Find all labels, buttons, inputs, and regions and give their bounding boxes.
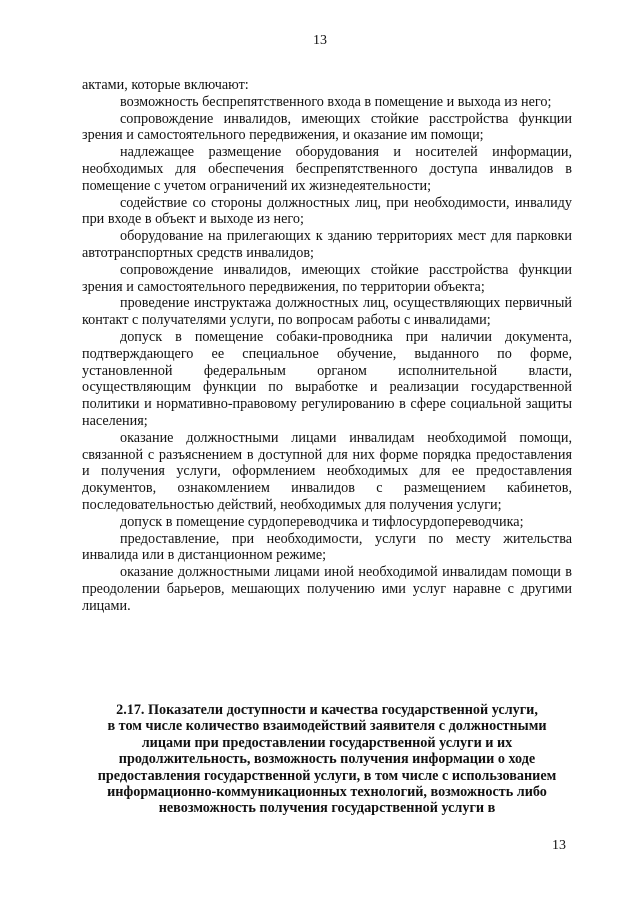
- heading-line: лицами при предоставлении государственной услуги и их: [141, 734, 513, 751]
- list-item-interpreter: допуск в помещение сурдопереводчика и тифлосурдопереводчика;: [120, 513, 524, 530]
- list-item-parking: оборудование на прилегающих к зданию территориях мест для парковки автотранспортных средств инвалидов;: [82, 228, 572, 261]
- list-item-remote-service: предоставление, при необходимости, услуги по месту жительства инвалида или в дистанционном режиме;: [82, 530, 572, 564]
- heading-line: предоставления государственной услуги, в том числе с использованием: [97, 767, 557, 784]
- list-item-equipment-placement: надлежащее размещение оборудования и носителей информации, необходимых для обеспечения беспрепятственного доступа инвалидов в помещение с учетом ограничений их жизнедеятельности;: [82, 144, 572, 194]
- heading-line: продолжительность, возможность получения информации о ходе: [118, 751, 536, 768]
- list-item-entry-access: возможность беспрепятственного входа в помещение и выхода из него;: [120, 93, 552, 110]
- document-body: [82, 77, 572, 615]
- list-item-staff-assistance: содействие со стороны должностных лиц, при необходимости, инвалиду при входе в объект и выходе из него;: [82, 194, 572, 228]
- list-item-escort-assistance: сопровождение инвалидов, имеющих стойкие расстройства функции зрения и самостоятельного передвижения, и оказание им помощи;: [82, 110, 572, 144]
- page-number-bottom: 13: [552, 838, 566, 853]
- list-item-escort-territory: сопровождение инвалидов, имеющих стойкие расстройства функции зрения и самостоятельного передвижения, по территории объекта;: [82, 261, 572, 295]
- heading-line: информационно-коммуникационных технологий, возможность либо: [107, 784, 547, 801]
- heading-line: 2.17. Показатели доступности и качества государственной услуги,: [116, 702, 538, 718]
- list-item-other-help: оказание должностными лицами иной необходимой инвалидам помощи в преодолении барьеров, мешающих получению ими услуг наравне с другими лицами.: [82, 564, 572, 614]
- list-item-explanation-help: оказание должностными лицами инвалидам необходимой помощи, связанной с разъяснением в доступной для них форме порядка предоставления и получения услуги, оформлением необходимых для ее предоставления документов, ознакомлением инвалидов с размещением кабинетов, последовательностью действий, необходимых для получения услуги;: [82, 429, 572, 513]
- heading-line: в том числе количество взаимодействий заявителя с должностными: [107, 718, 547, 735]
- section-heading: [82, 702, 572, 817]
- heading-line: невозможность получения государственной услуги в: [158, 800, 496, 817]
- list-item-staff-briefing: проведение инструктажа должностных лиц, осуществляющих первичный контакт с получателями услуги, по вопросам работы с инвалидами;: [82, 295, 572, 329]
- intro-paragraph: актами, которые включают:: [82, 77, 249, 93]
- list-item-guide-dog: допуск в помещение собаки-проводника при наличии документа, подтверждающего ее специальное обучение, выданного по форме, установленной федеральным органом исполнительной власти, осуществляющим функции по выработке и реализации государственной политики и нормативно-правовому регулированию в сфере социальной защиты населения;: [82, 328, 572, 429]
- page-number-top: 13: [313, 33, 327, 48]
